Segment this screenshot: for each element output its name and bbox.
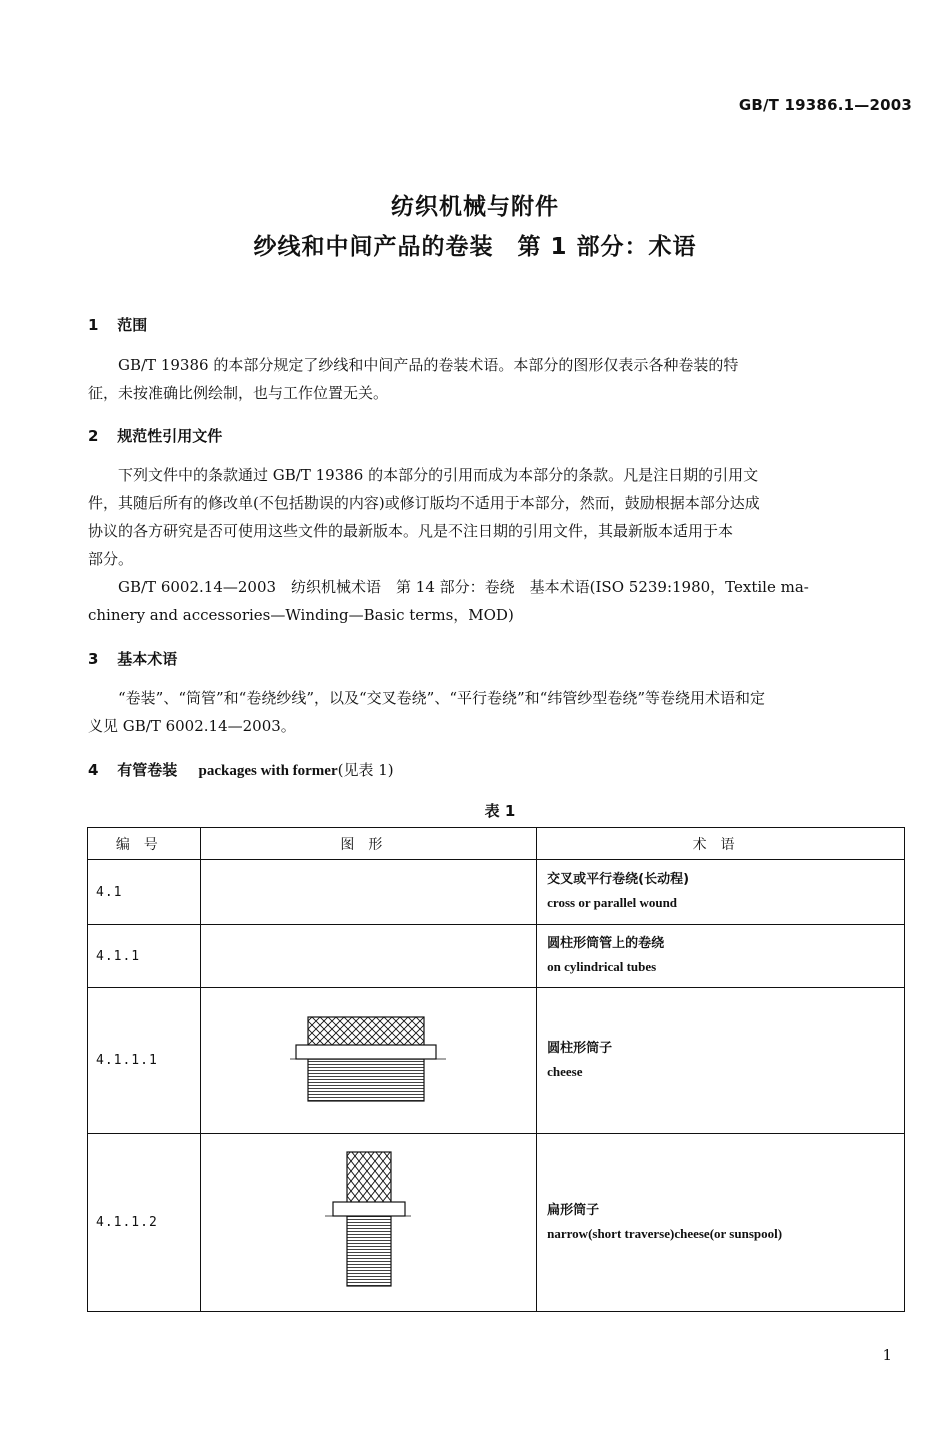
section-4-heading (88, 759, 394, 780)
header-number: 编号 (88, 828, 201, 860)
header-term: 术语 (537, 828, 905, 860)
header-figure: 图形 (200, 828, 537, 860)
row-number: 4.1.1.2 (88, 1134, 201, 1312)
term-english: cheese (547, 1063, 583, 1079)
row-figure (200, 988, 537, 1134)
table-caption: 表 1 (484, 802, 516, 820)
paragraph-line: 部分。 (88, 550, 134, 568)
row-number: 4.1.1 (88, 925, 201, 988)
term-english: narrow(short traverse)cheese(or sunspool) (547, 1225, 783, 1241)
term-chinese: 扁形筒子 (547, 1202, 600, 1218)
term-chinese: 交叉或平行卷绕(长动程) (547, 872, 690, 887)
section-number: 2 (88, 427, 99, 445)
paragraph-line: 义见 GB/T 6002.14—2003。 (88, 717, 296, 735)
term-chinese: 圆柱形筒子 (547, 1040, 613, 1056)
section-3-body (88, 684, 908, 740)
section-number: 4 (88, 761, 99, 779)
section-3-heading (88, 648, 177, 669)
section-title: 规范性引用文件 (117, 427, 223, 445)
section-number: 1 (88, 316, 99, 334)
paragraph-line: “卷装”、“筒管”和“卷绕纱线”，以及“交叉卷绕”、“平行卷绕”和“纬管纱型卷绕”等卷绕用术语和定 (118, 689, 766, 707)
row-term (537, 925, 905, 988)
section-1-body (88, 351, 908, 407)
table-row (88, 860, 905, 925)
row-term (537, 988, 905, 1134)
section-title: 范围 (117, 316, 148, 334)
term-english: on cylindrical tubes (547, 959, 657, 974)
row-figure (200, 925, 537, 988)
paragraph-line: 协议的各方研究是否可使用这些文件的最新版本。凡是不注日期的引用文件，其最新版本适用于本 (88, 522, 734, 540)
table-row (88, 925, 905, 988)
document-title-line1: 纺织机械与附件 (391, 194, 559, 220)
paragraph-line: 件，其随后所有的修改单(不包括勘误的内容)或修订版均不适用于本部分，然而，鼓励根据本部分达成 (88, 494, 760, 512)
section-title: 有管卷装 (117, 761, 178, 779)
table-row (88, 1134, 905, 1312)
row-figure (200, 860, 537, 925)
row-figure (200, 1134, 537, 1312)
term-chinese: 圆柱形筒管上的卷绕 (547, 936, 665, 951)
paragraph-line: 征，未按准确比例绘制，也与工作位置无关。 (88, 384, 389, 402)
section-1-heading (88, 314, 147, 335)
row-term (537, 1134, 905, 1312)
section-title-reference: (见表 1) (337, 761, 394, 779)
table-row (88, 988, 905, 1134)
section-title: 基本术语 (117, 650, 178, 668)
section-2-body (88, 461, 908, 629)
table-header-row (88, 828, 905, 860)
narrow-cheese-package-icon (323, 1146, 413, 1296)
section-number: 3 (88, 650, 99, 668)
terms-table (87, 827, 905, 1312)
paragraph-line: 下列文件中的条款通过 GB/T 19386 的本部分的引用而成为本部分的条款。凡是注日期的引用文 (118, 466, 759, 484)
document-title-line2: 纱线和中间产品的卷装 第 1 部分：术语 (253, 234, 697, 260)
cheese-package-icon (288, 1009, 448, 1109)
paragraph-line: GB/T 19386 的本部分规定了纱线和中间产品的卷装术语。本部分的图形仅表示各种卷装的特 (118, 356, 739, 374)
standard-code: GB/T 19386.1—2003 (738, 96, 912, 114)
page-number: 1 (882, 1346, 892, 1364)
term-english: cross or parallel wound (547, 895, 678, 910)
row-term (537, 860, 905, 925)
reference-line: chinery and accessories—Winding—Basic terms，MOD) (88, 606, 514, 624)
section-2-heading (88, 425, 222, 446)
section-title-english: packages with former (198, 763, 338, 779)
row-number: 4.1.1.1 (88, 988, 201, 1134)
reference-line: GB/T 6002.14—2003 纺织机械术语 第 14 部分：卷绕 基本术语(ISO 5239:1980，Textile ma- (118, 578, 809, 596)
row-number: 4.1 (88, 860, 201, 925)
